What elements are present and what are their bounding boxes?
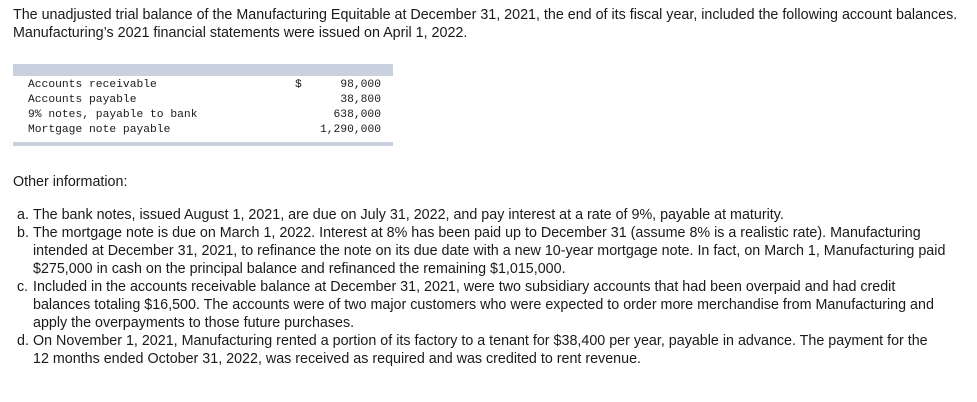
account-name: Accounts receivable [28,79,157,91]
item-letter: a. [17,207,29,223]
information-list [17,206,947,368]
item-text: Included in the accounts receivable balance at December 31, 2021, were two subsidiary accounts that had been overpaid and had credit balances totaling $16,500. The accounts were of two major customers who were expected to order more merchandise from Manufacturing and apply the overpayments to those future purchases. [33,279,934,331]
account-amount: 638,000 [333,109,381,121]
intro-paragraph: The unadjusted trial balance of the Manufacturing Equitable at December 31, 2021, the end of its fiscal year, included the following account balances. Manufacturing’s 2021 financial statements were issued on April 1, 2022. [13,7,958,41]
account-amount: 38,800 [340,94,381,106]
account-amount: 1,290,000 [319,124,381,136]
table-row [13,123,393,138]
list-item [17,332,947,368]
account-name: 9% notes, payable to bank [28,109,198,121]
account-name: Accounts payable [28,94,137,106]
table-header-bar [13,64,393,76]
account-amount: 98,000 [340,79,381,91]
list-item [17,206,947,224]
item-letter: d. [17,333,29,349]
table-row [13,108,393,123]
item-letter: b. [17,225,29,241]
item-letter: c. [17,279,29,295]
account-name: Mortgage note payable [28,124,171,136]
table-footer-bar [13,142,393,146]
currency-sign: $ [295,79,302,91]
list-item [17,224,947,278]
item-text: The mortgage note is due on March 1, 2022. Interest at 8% has been paid up to December 31 (assume 8% is a realistic rate). Manufacturing intended at December 31, 2021, to refinance the note on its due date with a new 10-year mortgage note. In fact, on March 1, Manufacturing paid $275,000 in cash on the principal balance and refinanced the remaining $1,015,000. [33,225,946,277]
list-item [17,278,947,332]
table-row [13,93,393,108]
trial-balance-table [13,64,393,146]
other-information-heading: Other information: [13,174,128,190]
item-text: On November 1, 2021, Manufacturing rented a portion of its factory to a tenant for $38,400 per year, payable in advance. The payment for the 12 months ended October 31, 2022, was received as required and was credited to rent revenue. [33,333,928,367]
table-row [13,78,393,93]
item-text: The bank notes, issued August 1, 2021, are due on July 31, 2022, and pay interest at a rate of 9%, payable at maturity. [33,207,784,223]
